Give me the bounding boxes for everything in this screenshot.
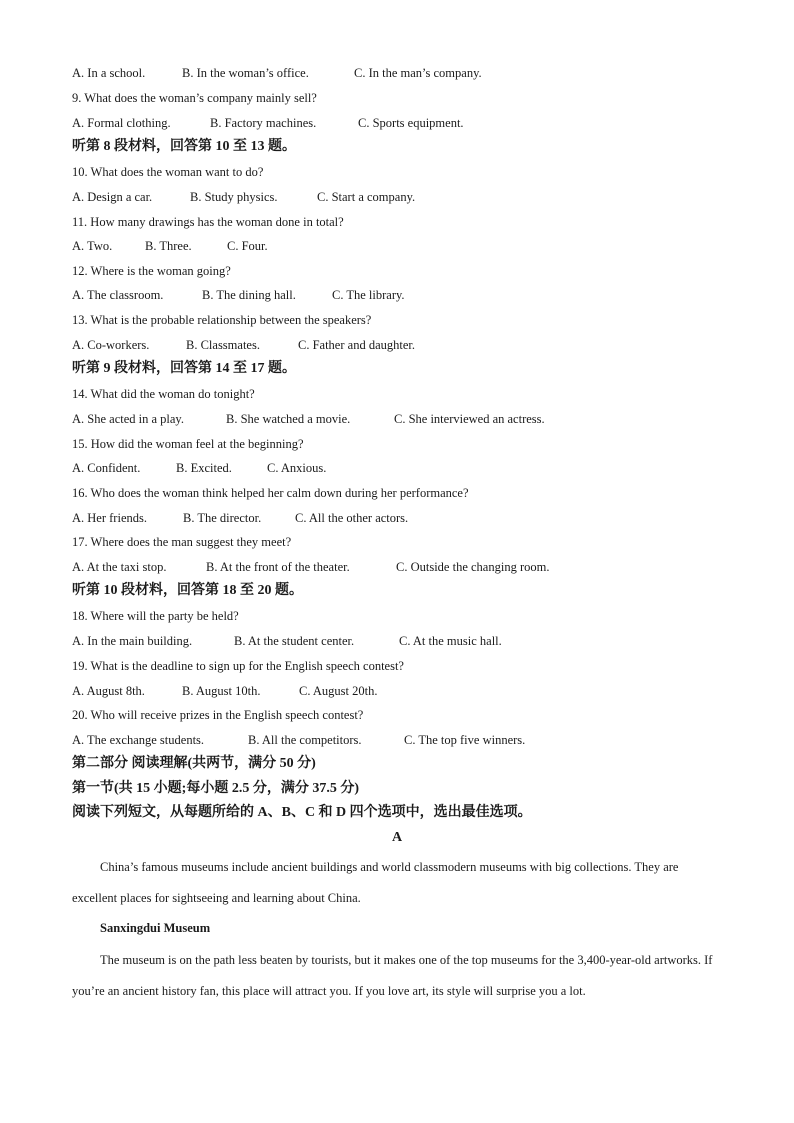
passage-label: A [391,830,403,845]
q17-option-c: C. Outside the changing room. [396,560,550,574]
q11-option-b: B. Three. [145,239,192,253]
q8-option-a: A. In a school. [72,66,146,80]
q18-question: 18. Where will the party be held? [72,609,239,623]
passage-paragraph-2: The museum is on the path less beaten by tourists, but it makes one of the top museums for the 3,400-year-old artworks. If you’re an ancient history fan, this place will attract you. If you love art, its style will surprise you a lot. [72,953,713,998]
q8-option-b: B. In the woman’s office. [182,66,309,80]
q16-option-c: C. All the other actors. [295,511,409,525]
q13-options [72,337,415,353]
section-1-title: 第一节(共 15 小题;每小题 2.5 分，满分 37.5 分) [72,781,359,796]
q19-options [72,683,378,699]
q17-question: 17. Where does the man suggest they meet? [72,535,292,549]
reading-instruction: 阅读下列短文，从每题所给的 A、B、C 和 D 四个选项中，选出最佳选项。 [72,805,532,820]
q8-options [72,65,482,81]
q19-option-b: B. August 10th. [182,684,261,698]
q9-question: 9. What does the woman’s company mainly sell? [72,91,317,105]
q11-option-a: A. Two. [72,239,113,253]
q12-question: 12. Where is the woman going? [72,264,231,278]
q19-option-a: A. August 8th. [72,684,145,698]
q18-option-c: C. At the music hall. [399,634,502,648]
q20-option-b: B. All the competitors. [248,733,362,747]
section-10-heading: 听第 10 段材料，回答第 18 至 20 题。 [72,583,303,598]
q9-options [72,115,464,131]
q19-option-c: C. August 20th. [299,684,378,698]
q14-option-a: A. She acted in a play. [72,412,184,426]
q10-option-b: B. Study physics. [190,190,278,204]
q12-option-c: C. The library. [332,288,405,302]
q15-option-a: A. Confident. [72,461,141,475]
q15-option-c: C. Anxious. [267,461,327,475]
section-9-heading: 听第 9 段材料，回答第 14 至 17 题。 [72,361,296,376]
q15-question: 15. How did the woman feel at the beginning? [72,437,304,451]
q16-question: 16. Who does the woman think helped her calm down during her performance? [72,486,469,500]
q12-option-b: B. The dining hall. [202,288,296,302]
q18-option-b: B. At the student center. [234,634,355,648]
q18-option-a: A. In the main building. [72,634,193,648]
q10-question: 10. What does the woman want to do? [72,165,264,179]
q15-option-b: B. Excited. [176,461,232,475]
q20-option-c: C. The top five winners. [404,733,526,747]
q13-option-b: B. Classmates. [186,338,260,352]
q16-options [72,510,408,526]
q18-options [72,633,502,649]
q13-question: 13. What is the probable relationship between the speakers? [72,313,372,327]
q20-options [72,732,525,748]
q20-option-a: A. The exchange students. [72,733,205,747]
q11-options [72,238,268,254]
q9-option-c: C. Sports equipment. [358,116,464,130]
q12-option-a: A. The classroom. [72,288,164,302]
part-2-title: 第二部分 阅读理解(共两节，满分 50 分) [72,756,316,771]
q14-options [72,411,545,427]
q17-option-b: B. At the front of the theater. [206,560,350,574]
q9-option-b: B. Factory machines. [210,116,317,130]
q10-option-c: C. Start a company. [317,190,416,204]
q14-option-b: B. She watched a movie. [226,412,351,426]
q16-option-b: B. The director. [183,511,262,525]
q19-question: 19. What is the deadline to sign up for the English speech contest? [72,659,404,673]
q10-option-a: A. Design a car. [72,190,153,204]
q8-option-c: C. In the man’s company. [354,66,482,80]
q16-option-a: A. Her friends. [72,511,147,525]
q11-option-c: C. Four. [227,239,268,253]
q13-option-c: C. Father and daughter. [298,338,415,352]
q11-question: 11. How many drawings has the woman done in total? [72,215,344,229]
q20-question: 20. Who will receive prizes in the English speech contest? [72,708,364,722]
q13-option-a: A. Co-workers. [72,338,150,352]
q10-options [72,189,415,205]
passage-paragraph-1: China’s famous museums include ancient buildings and world classmodern museums with big collections. They are excellent places for sightseeing and learning about China. [72,860,679,905]
q14-option-c: C. She interviewed an actress. [394,412,545,426]
q9-option-a: A. Formal clothing. [72,116,171,130]
section-8-heading: 听第 8 段材料，回答第 10 至 13 题。 [72,139,296,154]
q15-options [72,460,326,476]
q17-option-a: A. At the taxi stop. [72,560,167,574]
q17-options [72,559,549,575]
q14-question: 14. What did the woman do tonight? [72,387,255,401]
museum-heading: Sanxingdui Museum [100,921,211,935]
q12-options [72,287,405,303]
